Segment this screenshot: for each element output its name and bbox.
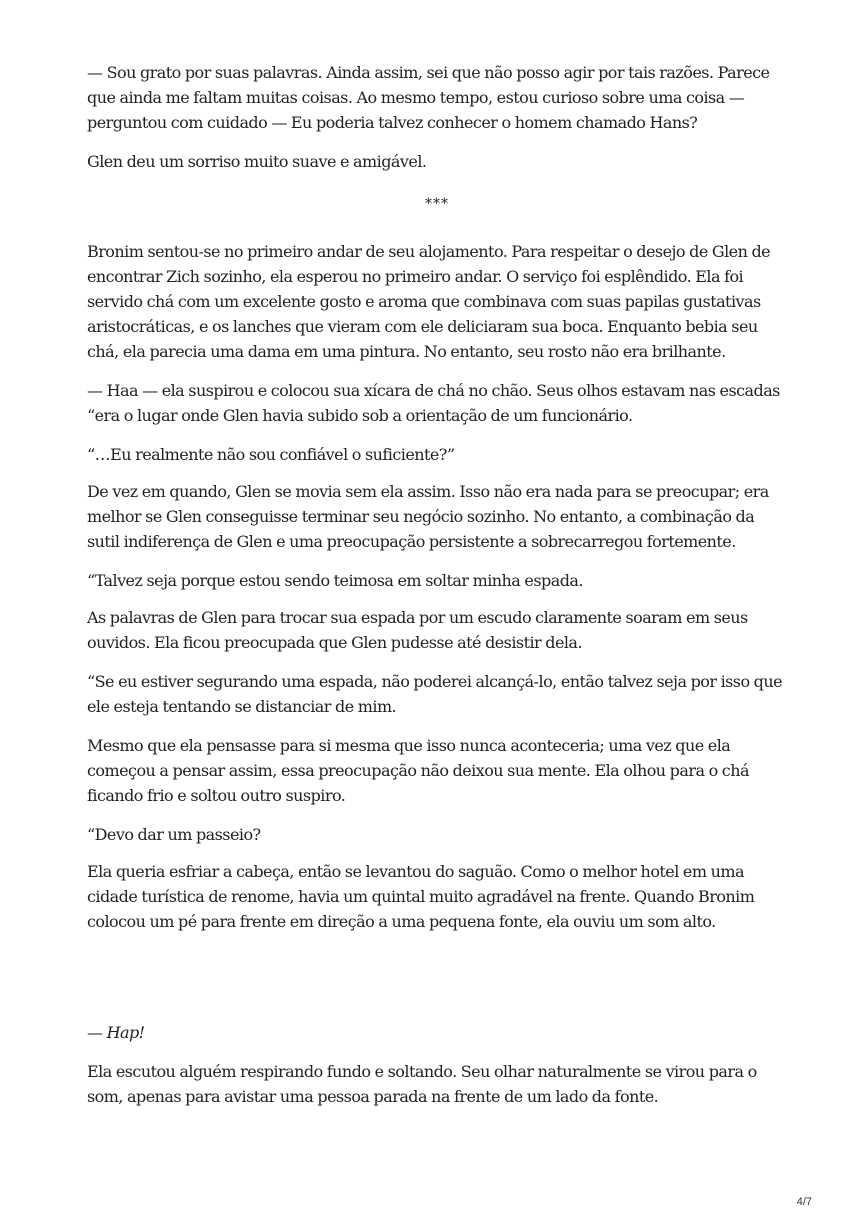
page-content xyxy=(87,60,787,1123)
paragraph-worry: Mesmo que ela pensasse para si mesma que isso nunca aconteceria; uma vez que ela começou a pensar assim, essa preocupação não deixou sua mente. Ela olhou para o chá ficando frio e soltou outro suspiro. xyxy=(87,736,749,805)
paragraph-walk: “Devo dar um passeio? xyxy=(87,825,261,844)
sound-effect-line: — Hap! xyxy=(87,1023,145,1042)
paragraph-sigh-teacup: — Haa — ela suspirou e colocou sua xícara de chá no chão. Seus olhos estavam nas escadas “era o lugar onde Glen havia subido sob a orientação de um funcionário. xyxy=(87,381,780,425)
paragraph-glen-smile: Glen deu um sorriso muito suave e amigável. xyxy=(87,152,427,171)
paragraph-bronim-lodging: Bronim sentou-se no primeiro andar de seu alojamento. Para respeitar o desejo de Glen de encontrar Zich sozinho, ela esperou no primeiro andar. O serviço foi esplêndido. Ela foi servido chá com um excelente gosto e aroma que combinava com suas papilas gustativas aristocráticas, e os lanches que vieram com ele deliciaram sua boca. Enquanto bebia seu chá, ela parecia uma dama em uma pintura. No entanto, seu rosto não era brilhante. xyxy=(87,242,771,361)
paragraph-courtyard: Ela queria esfriar a cabeça, então se levantou do saguão. Como o melhor hotel em uma cidade turística de renome, havia um quintal muito agradável na frente. Quando Bronim colocou um pé para frente em direção a uma pequena fonte, ela ouviu um som alto. xyxy=(87,862,755,931)
paragraph-stubborn-sword: “Talvez seja porque estou sendo teimosa em soltar minha espada. xyxy=(87,571,583,590)
paragraph-glen-moves-alone: De vez em quando, Glen se movia sem ela assim. Isso não era nada para se preocupar; era melhor se Glen conseguisse terminar seu negócio sozinho. No entanto, a combinação da sutil indiferença de Glen e uma preocupação persistente a sobrecarregou fortemente. xyxy=(87,482,769,551)
paragraph-distance: “Se eu estiver segurando uma espada, não poderei alcançá-lo, então talvez seja por isso que ele esteja tentando se distanciar de mim. xyxy=(87,672,783,716)
paragraph-not-reliable: “…Eu realmente não sou confiável o suficiente?” xyxy=(87,445,455,464)
page-number: 4/7 xyxy=(796,1196,812,1208)
section-separator: *** xyxy=(425,196,449,212)
paragraph-hans-question: — Sou grato por suas palavras. Ainda assim, sei que não posso agir por tais razões. Parece que ainda me faltam muitas coisas. Ao mesmo tempo, estou curioso sobre uma coisa — perguntou com cuidado — Eu poderia talvez conhecer o homem chamado Hans? xyxy=(87,63,770,132)
paragraph-fountain-person: Ela escutou alguém respirando fundo e soltando. Seu olhar naturalmente se virou para o som, apenas para avistar uma pessoa parada na frente de um lado da fonte. xyxy=(87,1062,757,1106)
paragraph-sword-shield: As palavras de Glen para trocar sua espada por um escudo claramente soaram em seus ouvidos. Ela ficou preocupada que Glen pudesse até desistir dela. xyxy=(87,608,748,652)
blank-gap xyxy=(87,948,787,1020)
